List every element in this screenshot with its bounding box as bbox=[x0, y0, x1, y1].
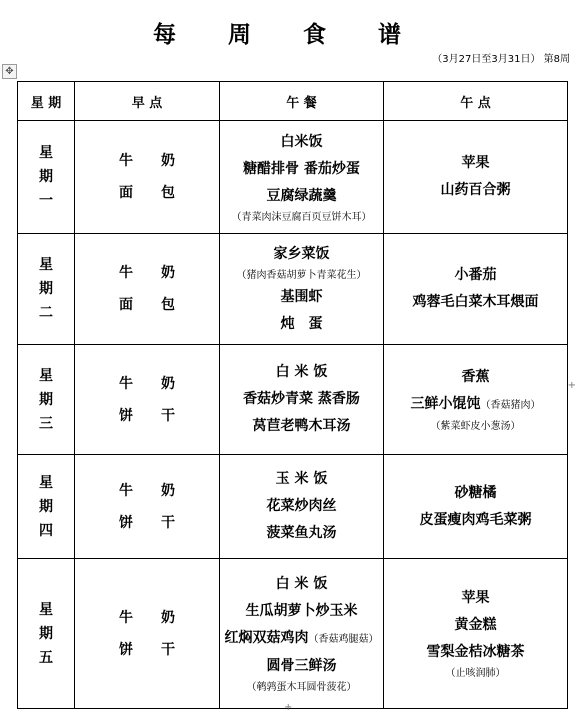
snack-item: 小番茄 bbox=[454, 267, 497, 283]
weekday-cell: 星 期 三 bbox=[18, 345, 75, 455]
table-row-friday bbox=[18, 559, 568, 709]
snack-item: 砂糖橘 bbox=[454, 484, 497, 501]
lunch-item: 香菇炒青菜 蒸香肠 bbox=[243, 391, 360, 407]
week-range-subtitle: （3月27日至3月31日） 第8周 bbox=[432, 54, 570, 65]
column-resize-marker-icon[interactable]: + bbox=[567, 380, 576, 391]
lunch-item: 花菜炒肉丝 bbox=[266, 498, 337, 514]
lunch-item: 白 米 饭 bbox=[275, 576, 328, 592]
lunch-item: 糖醋排骨 番茄炒蛋 bbox=[243, 160, 360, 177]
snack-item: 香蕉 bbox=[461, 369, 490, 385]
lunch-note: （青菜肉沫豆腐百页豆饼木耳） bbox=[231, 211, 372, 223]
snack-item: 山药百合粥 bbox=[440, 182, 511, 198]
breakfast-cell bbox=[75, 559, 220, 709]
table-row-thursday bbox=[18, 455, 568, 559]
lunch-cell bbox=[220, 559, 384, 709]
breakfast-cell bbox=[75, 121, 220, 234]
weekday-cell: 星 期 五 bbox=[18, 559, 75, 709]
row-resize-marker-icon[interactable]: + bbox=[284, 702, 293, 713]
breakfast-item: 牛 奶 bbox=[119, 265, 175, 281]
breakfast-item: 面 包 bbox=[119, 185, 175, 201]
table-move-handle-icon[interactable]: ✥ bbox=[2, 64, 17, 79]
snack-note: （止咳润肺） bbox=[445, 668, 506, 679]
breakfast-item: 面 包 bbox=[119, 297, 175, 313]
lunch-note: （猪肉香菇胡萝卜青菜花生） bbox=[236, 269, 367, 281]
breakfast-item: 饼 干 bbox=[119, 641, 175, 658]
lunch-item: 家乡菜饭 bbox=[273, 245, 330, 262]
breakfast-item: 牛 奶 bbox=[119, 375, 175, 392]
lunch-cell bbox=[220, 121, 384, 234]
page-title: 每 周 食 谱 bbox=[152, 21, 424, 48]
lunch-item: 豆腐绿蔬羹 bbox=[266, 187, 337, 204]
snack-cell bbox=[384, 345, 568, 455]
breakfast-item: 牛 奶 bbox=[119, 609, 175, 626]
header-snack: 午 点 bbox=[384, 82, 568, 121]
lunch-item: 莴苣老鸭木耳汤 bbox=[252, 418, 351, 434]
weekly-menu-table bbox=[17, 81, 568, 709]
weekday-cell: 星 期 四 bbox=[18, 455, 75, 559]
snack-cell bbox=[384, 121, 568, 234]
header-weekday: 星 期 bbox=[18, 82, 75, 121]
lunch-item: 炖 蛋 bbox=[280, 315, 323, 332]
lunch-cell bbox=[220, 345, 384, 455]
lunch-item: 玉 米 饭 bbox=[275, 471, 328, 487]
snack-item: 皮蛋瘦肉鸡毛菜粥 bbox=[419, 511, 532, 528]
lunch-item: 红焖双菇鸡肉（香菇鸡腿菇） bbox=[224, 630, 379, 646]
snack-cell bbox=[384, 559, 568, 709]
lunch-cell bbox=[220, 234, 384, 345]
breakfast-item: 饼 干 bbox=[119, 514, 175, 531]
snack-note: （紫菜虾皮小葱汤） bbox=[430, 421, 521, 432]
lunch-cell bbox=[220, 455, 384, 559]
table-row-monday bbox=[18, 121, 568, 234]
header-breakfast: 早 点 bbox=[75, 82, 220, 121]
breakfast-cell bbox=[75, 345, 220, 455]
lunch-note: （香菇鸡腿菇） bbox=[308, 634, 379, 645]
header-lunch: 午 餐 bbox=[220, 82, 384, 121]
weekday-cell: 星 期 二 bbox=[18, 234, 75, 345]
snack-item: 苹果 bbox=[461, 155, 490, 171]
snack-item: 苹果 bbox=[461, 590, 490, 606]
table-header-row bbox=[18, 82, 568, 121]
lunch-item: 白 米 饭 bbox=[275, 364, 328, 380]
snack-item: 雪梨金桔冰糖茶 bbox=[426, 644, 525, 660]
breakfast-cell bbox=[75, 455, 220, 559]
lunch-item: 圆骨三鲜汤 bbox=[266, 658, 337, 674]
lunch-item: 基围虾 bbox=[280, 288, 323, 305]
lunch-item: 白米饭 bbox=[280, 133, 323, 150]
lunch-item: 菠菜鱼丸汤 bbox=[266, 525, 337, 541]
breakfast-item: 牛 奶 bbox=[119, 482, 175, 499]
lunch-item: 生瓜胡萝卜炒玉米 bbox=[245, 603, 358, 619]
snack-note: （香菇猪肉） bbox=[480, 400, 541, 411]
breakfast-cell bbox=[75, 234, 220, 345]
breakfast-item: 饼 干 bbox=[119, 407, 175, 424]
snack-item: 三鲜小馄饨（香菇猪肉） bbox=[410, 396, 541, 412]
table-row-tuesday bbox=[18, 234, 568, 345]
snack-cell bbox=[384, 455, 568, 559]
snack-cell bbox=[384, 234, 568, 345]
table-row-wednesday bbox=[18, 345, 568, 455]
snack-item: 鸡蓉毛白菜木耳煨面 bbox=[412, 294, 539, 310]
lunch-note: （鹌鹑蛋木耳圆骨菠花） bbox=[246, 682, 357, 693]
weekday-cell: 星 期 一 bbox=[18, 121, 75, 234]
breakfast-item: 牛 奶 bbox=[119, 153, 175, 169]
snack-item: 黄金糕 bbox=[454, 617, 497, 633]
